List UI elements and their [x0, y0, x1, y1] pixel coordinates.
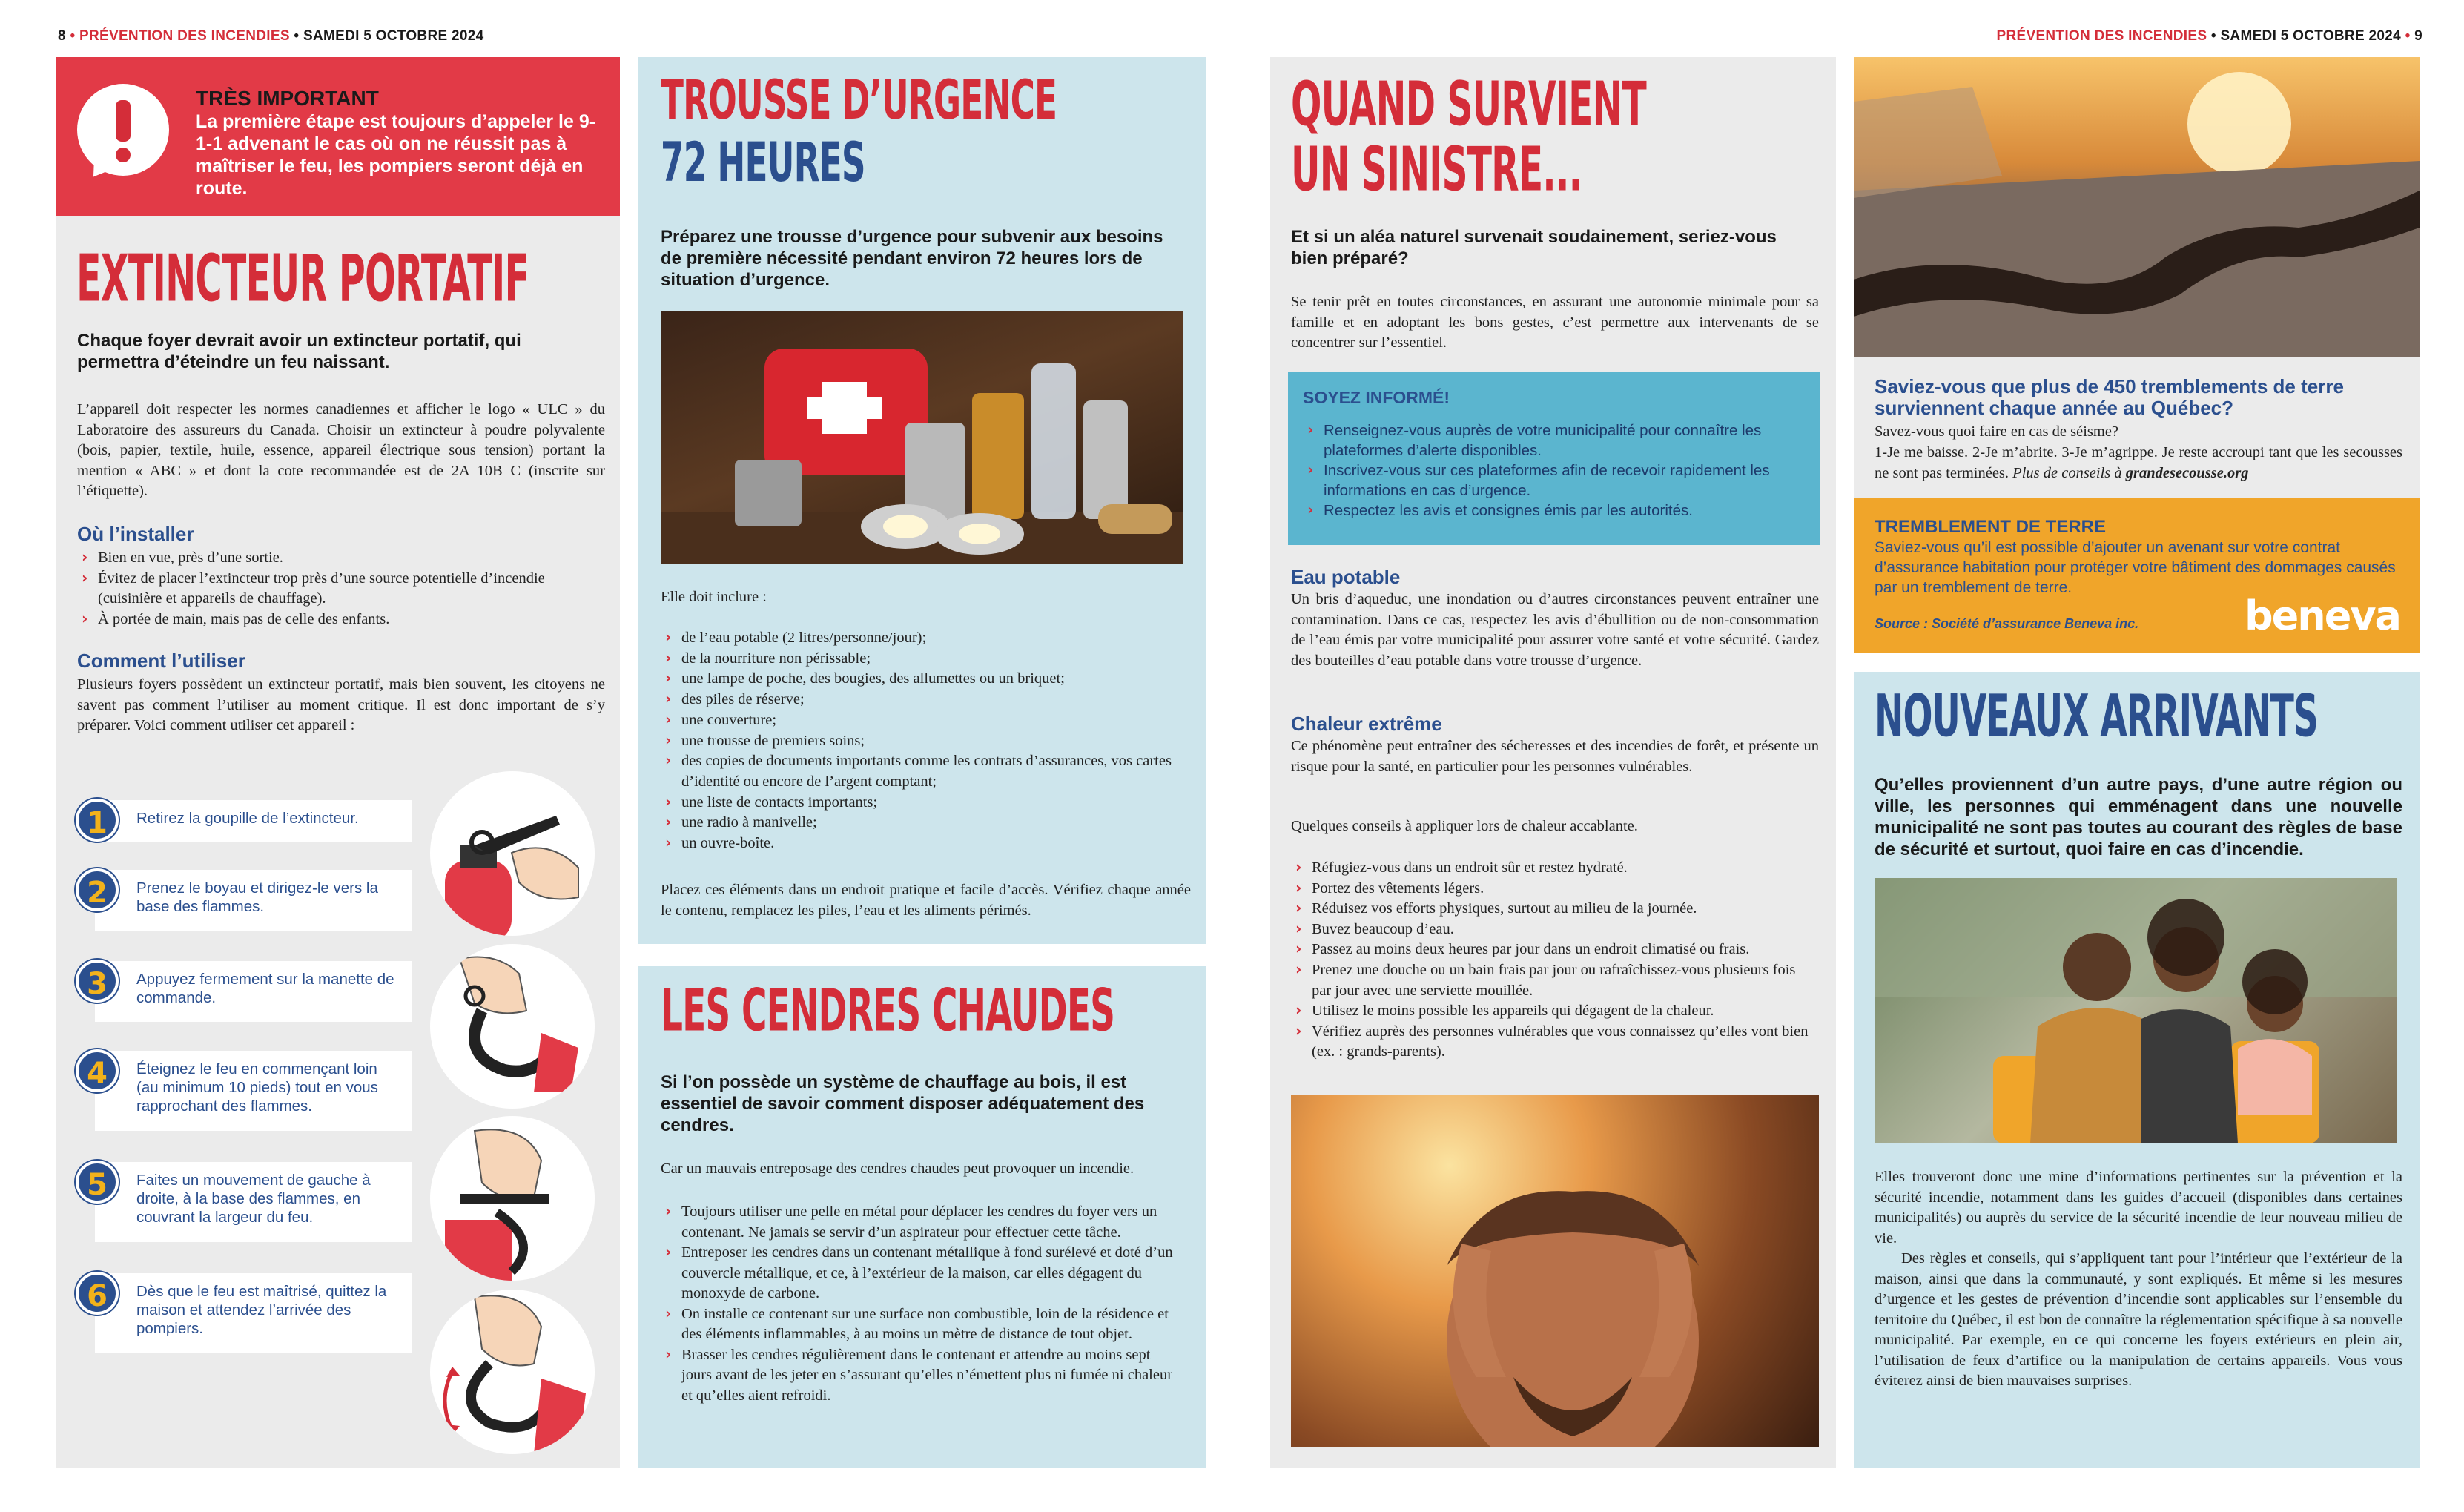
section-name: PRÉVENTION DES INCENDIES	[79, 28, 290, 44]
eau-title: Eau potable	[1291, 566, 1401, 588]
heat-stress-photo	[1291, 1095, 1819, 1447]
cendres-panel	[638, 966, 1206, 1468]
important-title: TRÈS IMPORTANT	[196, 87, 379, 110]
list-item: › Passez au moins deux heures par jour dans un endroit climatisé ou frais.	[1291, 940, 1810, 960]
cendres-intro: Car un mauvais entreposage des cendres chaudes peut provoquer un incendie.	[661, 1161, 1134, 1177]
important-banner	[56, 57, 620, 216]
sinistre-intro: Se tenir prêt en toutes circonstances, en assurant une autonomie minimale pour sa famille et en adoptant les bons gestes, c’est permettre aux intervenants de se concentrer sur l’essentiel.	[1291, 294, 1819, 351]
step-2: Prenez le boyau et dirigez-le vers la base des flammes.	[95, 870, 412, 931]
list-item: › À portée de main, mais pas de celle des enfants.	[77, 610, 605, 630]
family-photo	[1875, 878, 2397, 1143]
seisme-website-link[interactable]: grandesecousse.org	[2125, 464, 2249, 481]
arrivants-title: NOUVEAUX ARRIVANTS	[1875, 688, 2319, 750]
trousse-intro: Elle doit inclure :	[661, 589, 767, 605]
step-4: Éteignez le feu en commençant loin (au minimum 10 pieds) tout en vous rapprochant des flammes.	[95, 1051, 412, 1131]
list-item: › Prenez une douche ou un bain frais par jour ou rafraîchissez-vous plusieurs fois par jour avec une serviette mouillée.	[1291, 960, 1810, 1001]
list-item: › une liste de contacts importants;	[661, 793, 1191, 813]
where-title: Où l’installer	[77, 523, 194, 545]
pull-pin-illustration	[430, 771, 595, 936]
cendres-title: LES CENDRES CHAUDES	[661, 983, 1115, 1045]
list-item: › Réduisez vos efforts physiques, surtout au milieu de la journée.	[1291, 899, 1810, 920]
trousse-closing: Placez ces éléments dans un endroit pratique et facile d’accès. Vérifiez chaque année le contenu, remplacez les piles, l’eau et les aliments périmés.	[661, 882, 1191, 919]
list-item: › Renseignez-vous auprès de votre municipalité pour connaître les plateformes d’alerte disponibles.	[1303, 420, 1807, 460]
list-item: › Portez des vêtements légers.	[1291, 879, 1810, 899]
list-item: › Buvez beaucoup d’eau.	[1291, 920, 1810, 940]
step-number: 3	[76, 960, 119, 1003]
seisme-line1: Savez-vous quoi faire en cas de séisme?	[1875, 423, 2119, 440]
step-number: 2	[76, 868, 119, 911]
trousse-lead: Préparez une trousse d’urgence pour subvenir aux besoins de première nécessité pendant environ 72 heures lors de situation d’urgence.	[661, 227, 1163, 290]
step-3: Appuyez fermement sur la manette de commande.	[95, 961, 412, 1022]
important-text: La première étape est toujours d’appeler le 9-1-1 advenant le cas où on ne réussit pas à maîtriser le feu, les pompiers seront déjà en route.	[196, 111, 596, 199]
list-item: › une radio à manivelle;	[661, 813, 1191, 833]
chaleur-list	[1291, 858, 1810, 1063]
seisme-panel	[1854, 57, 2420, 498]
list-item: › une trousse de premiers soins;	[661, 731, 1191, 752]
list-item: › Entreposer les cendres dans un contenant métallique à fond surélevé et doté d’un couvercle métallique, et ce, à l’extérieur de la maison, car elles dégagent du monoxyde de carbone.	[661, 1243, 1180, 1304]
step-1: Retirez la goupille de l’extincteur.	[95, 800, 412, 842]
chaleur-intro: Quelques conseils à appliquer lors de chaleur accablante.	[1291, 818, 1638, 834]
list-item: › Respectez les avis et consignes émis par les autorités.	[1303, 501, 1807, 521]
chaleur-text: Ce phénomène peut entraîner des sécheresses et des incendies de forêt, et présente un risque pour la santé, en particulier pour les personnes vulnérables.	[1291, 738, 1819, 775]
trousse-title-line1: TROUSSE D’URGENCE	[661, 73, 1057, 132]
list-item: › Évitez de placer l’extincteur trop près d’une source potentielle d’incendie (cuisinière et appareils de chauffage).	[77, 569, 605, 610]
step-number: 4	[76, 1049, 119, 1092]
list-item: › Utilisez le moins possible les appareils qui dégagent de la chaleur.	[1291, 1001, 1810, 1022]
seisme-steps: 1-Je me baisse. 2-Je m’abrite. 3-Je m’agrippe. Je reste accroupi tant que les secousses ne sont pas terminées. Plus de conseils à grandesecousse.org	[1875, 444, 2402, 481]
arrivants-paragraph-1: Elles trouveront donc une mine d’informations pertinentes sur la prévention et la sécurité incendie, notamment dans les guides d’accueil (disponibles dans certaines municipalités) ou auprès du service de la sécurité incendie de leur nouveau milieu de vie.	[1875, 1169, 2402, 1247]
sweep-illustration	[430, 1290, 595, 1454]
step-number: 6	[76, 1272, 119, 1315]
issue-date: SAMEDI 5 OCTOBRE 2024	[2220, 28, 2401, 44]
earthquake-crack-photo	[1854, 57, 2420, 357]
step-6: Dès que le feu est maîtrisé, quittez la maison et attendez l’arrivée des pompiers.	[95, 1273, 412, 1353]
exclamation-icon	[77, 84, 169, 176]
arrivants-panel	[1854, 672, 2420, 1468]
seisme-question: Saviez-vous que plus de 450 tremblements de terre surviennent chaque année au Québec?	[1875, 375, 2344, 419]
page-number: 8	[58, 28, 66, 44]
section-name: PRÉVENTION DES INCENDIES	[1996, 28, 2207, 44]
trousse-panel	[638, 57, 1206, 944]
trousse-list	[661, 628, 1191, 854]
list-item: › de la nourriture non périssable;	[661, 649, 1191, 670]
sinistre-title-line2: UN SINISTRE...	[1291, 139, 1582, 205]
cendres-list	[661, 1202, 1180, 1406]
list-item: › Vérifiez auprès des personnes vulnérables que vous connaissez qu’elles vont bien (ex. : grands-parents).	[1291, 1022, 1810, 1063]
list-item: › des piles de réserve;	[661, 690, 1191, 710]
assurance-title: TREMBLEMENT DE TERRE	[1875, 517, 2106, 537]
list-item: › une couverture;	[661, 710, 1191, 731]
assurance-text: Saviez-vous qu’il est possible d’ajouter un avenant sur votre contrat d’assurance habitation pour protéger votre bâtiment des dommages causés par un tremblement de terre.	[1875, 539, 2396, 596]
list-item: › On installe ce contenant sur une surface non combustible, loin de la résidence et des éléments inflammables, à au moins un mètre de distance de tout objet.	[661, 1304, 1180, 1345]
eau-text: Un bris d’aqueduc, une inondation ou d’autres circonstances peuvent entraîner une contamination. Dans ce cas, respectez les avis d’ébullition ou de non-consommation de l’eau émis par votre municipalité pour assurer votre santé et votre sécurité. Gardez des bouteilles d’eau potable dans votre trousse d’urgence.	[1291, 591, 1819, 669]
assurance-box	[1854, 498, 2420, 653]
squeeze-handle-illustration	[430, 1116, 595, 1281]
step-number: 1	[76, 799, 119, 842]
list-item: › Inscrivez-vous sur ces plateformes afin de recevoir rapidement les informations en cas d’urgence.	[1303, 460, 1807, 501]
beneva-logo: beneva	[2245, 592, 2400, 639]
hose-illustration	[430, 944, 595, 1109]
list-item: › Toujours utiliser une pelle en métal pour déplacer les cendres du foyer vers un contenant. Ne jamais se servir d’un aspirateur pour effectuer cette tâche.	[661, 1202, 1180, 1243]
chaleur-title: Chaleur extrême	[1291, 713, 1442, 735]
list-item: › des copies de documents importants comme les contrats d’assurances, vos cartes d’identité ou encore de l’argent comptant;	[661, 751, 1191, 792]
sinistre-title-line1: QUAND SURVIENT	[1291, 73, 1646, 140]
list-item: › de l’eau potable (2 litres/personne/jour);	[661, 628, 1191, 649]
sinistre-panel	[1270, 57, 1836, 1468]
extincteur-panel	[56, 57, 620, 1468]
right-running-head: PRÉVENTION DES INCENDIES • SAMEDI 5 OCTOBRE 2024 • 9	[1996, 28, 2422, 44]
arrivants-lead: Qu’elles proviennent d’un autre pays, d’une autre région ou ville, les personnes qui emménagent dans une nouvelle municipalité ne sont pas toutes au courant des règles de base de sécurité et surtout, quoi faire en cas d’incendie.	[1875, 775, 2402, 859]
extincteur-title: EXTINCTEUR PORTATIF	[76, 247, 529, 317]
sinistre-lead: Et si un aléa naturel survenait soudainement, seriez-vous bien préparé?	[1291, 227, 1777, 268]
how-text: Plusieurs foyers possèdent un extincteur portatif, mais bien souvent, les citoyens ne savent pas comment l’utiliser au moment critique. Il est donc important de s’y préparer. Voici comment utiliser cet appareil :	[77, 676, 605, 733]
issue-date: SAMEDI 5 OCTOBRE 2024	[303, 28, 484, 44]
list-item: › Réfugiez-vous dans un endroit sûr et restez hydraté.	[1291, 858, 1810, 879]
extincteur-intro: L’appareil doit respecter les normes canadiennes et afficher le logo « ULC » du Laboratoire des assureurs du Canada. Choisir un extincteur à poudre polyvalente (bois, papier, textile, huile, essence, appareil électrique sous tension) portant la mention « ABC » et dont la cote recommandée est de 2A 10B C (inscrite sur l’étiquette).	[77, 401, 605, 499]
list-item: › une lampe de poche, des bougies, des allumettes ou un briquet;	[661, 669, 1191, 690]
arrivants-paragraph-2: Des règles et conseils, qui s’appliquent tant pour l’intérieur que l’extérieur de la maison, ainsi que dans la communauté, y sont expliqués. Et même si les mesures d’urgence et les gestes de prévention d’incendie sont applicables sur l’ensemble du territoire du Québec, il est bon de connaître la réglementation spécifique à sa nouvelle municipalité. Par exemple, en ce qui concerne les foyers extérieurs en plein air, l’utilisation de feux d’artifice ou la manipulation de certains appareils. Vous vous éviterez ainsi de bien mauvaises surprises.	[1875, 1250, 2402, 1389]
left-running-head: 8 • PRÉVENTION DES INCENDIES • SAMEDI 5 OCTOBRE 2024	[58, 28, 484, 44]
info-title: SOYEZ INFORMÉ!	[1303, 388, 1450, 407]
extincteur-lead: Chaque foyer devrait avoir un extincteur portatif, qui permettra d’éteindre un feu naissant.	[77, 331, 521, 372]
list-item: › Brasser les cendres régulièrement dans le contenant et attendre au moins sept jours avant de les jeter en s’assurant qu’elles n’émettent plus ni fumée ni chaleur et qu’elles aient refroidi.	[661, 1345, 1180, 1407]
step-number: 5	[76, 1161, 119, 1204]
step-5: Faites un mouvement de gauche à droite, à la base des flammes, en couvrant la largeur du feu.	[95, 1162, 412, 1242]
cendres-lead: Si l’on possède un système de chauffage au bois, il est essentiel de savoir comment disposer adéquatement des cendres.	[661, 1072, 1145, 1135]
trousse-title-line2: 72 HEURES	[661, 136, 865, 194]
list-item: › Bien en vue, près d’une sortie.	[77, 548, 605, 569]
assurance-source: Source : Société d’assurance Beneva inc.	[1875, 616, 2139, 631]
info-list	[1303, 420, 1807, 521]
emergency-kit-photo	[661, 311, 1183, 564]
page-number: 9	[2414, 28, 2422, 44]
where-list	[77, 548, 605, 630]
how-title: Comment l’utiliser	[77, 650, 245, 672]
list-item: › un ouvre-boîte.	[661, 833, 1191, 854]
info-box	[1288, 372, 1820, 545]
